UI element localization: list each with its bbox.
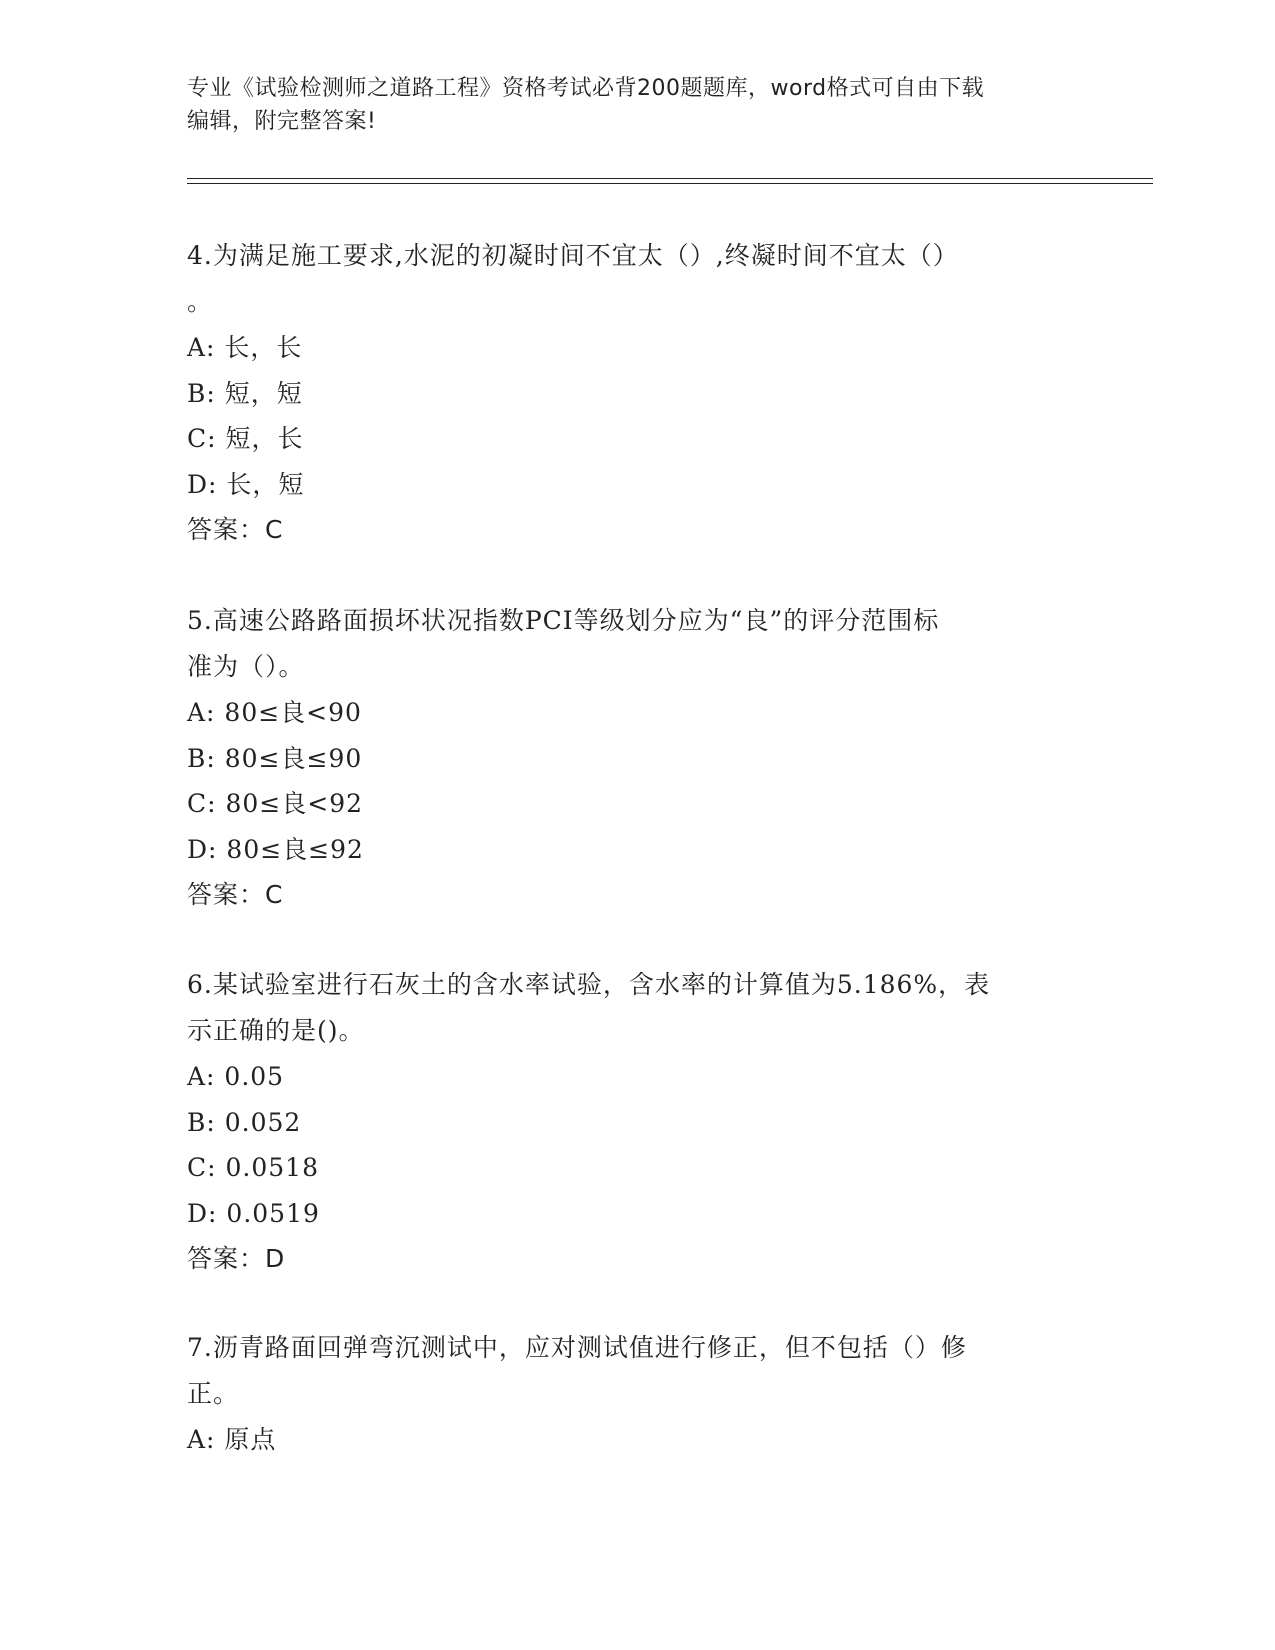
header-title-line-2: 编辑，附完整答案! [187, 109, 377, 134]
option-b: B: 0.052 [187, 1107, 302, 1137]
option-b: B: 短，短 [187, 378, 303, 408]
header-title-line-1: 专业《试验检测师之道路工程》资格考试必背200题题库，word格式可自由下载 [187, 76, 985, 101]
option-a: A: 80≤良<90 [187, 698, 362, 727]
header-divider-top [187, 178, 1153, 179]
question-stem-line-2: 正。 [187, 1379, 240, 1408]
option-a: A: 原点 [187, 1425, 277, 1454]
question-stem [187, 962, 1067, 1054]
question-4 [187, 233, 1067, 553]
question-stem-line-1: 5.高速公路路面损坏状况指数PCI等级划分应为“良”的评分范围标 [187, 606, 940, 635]
answer-line: 答案：C [187, 880, 284, 909]
option-c: C: 0.0518 [187, 1153, 319, 1182]
option-d: D: 长，短 [187, 469, 305, 499]
option-b: B: 80≤良≤90 [187, 743, 363, 773]
option-a: A: 0.05 [187, 1062, 285, 1091]
question-stem [187, 233, 1067, 325]
question-7 [187, 1325, 1067, 1463]
question-stem-line-1: 4.为满足施工要求,水泥的初凝时间不宜太（）,终凝时间不宜太（） [187, 241, 959, 270]
question-6 [187, 962, 1067, 1282]
question-stem-line-1: 6.某试验室进行石灰土的含水率试验，含水率的计算值为5.186%，表 [187, 970, 991, 999]
header-divider-bottom [187, 183, 1153, 184]
option-a: A: 长，长 [187, 333, 303, 362]
option-d: D: 80≤良≤92 [187, 834, 364, 864]
answer-line: 答案：D [187, 1244, 286, 1273]
option-d: D: 0.0519 [187, 1198, 320, 1228]
question-stem-line-2: 。 [187, 287, 214, 316]
question-stem-line-1: 7.沥青路面回弹弯沉测试中，应对测试值进行修正，但不包括（）修 [187, 1333, 967, 1362]
option-c: C: 80≤良<92 [187, 789, 364, 818]
document-header [187, 72, 1067, 138]
question-stem-line-2: 准为（）。 [187, 652, 305, 681]
answer-line: 答案：C [187, 515, 284, 544]
question-5 [187, 598, 1067, 918]
option-c: C: 短，长 [187, 424, 304, 453]
question-stem-line-2: 示正确的是()。 [187, 1016, 365, 1045]
question-stem [187, 598, 1067, 690]
question-stem [187, 1325, 1067, 1417]
